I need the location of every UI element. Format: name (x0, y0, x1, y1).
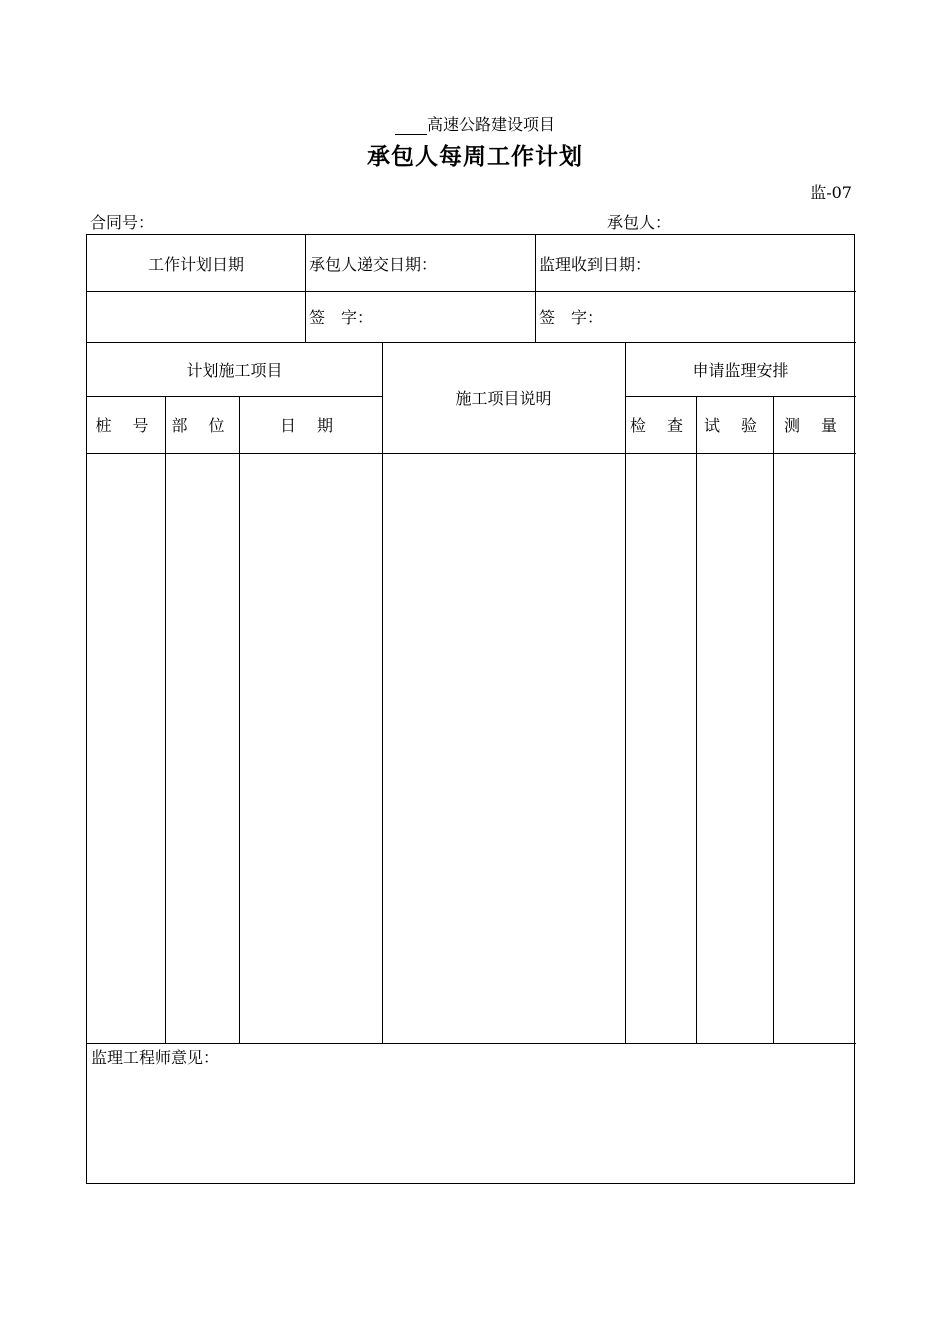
col-survey-header: 测 量 (783, 416, 846, 435)
engineer-opinion-area[interactable] (87, 1043, 856, 1183)
contractor-signature-field[interactable]: 签 字： (309, 308, 374, 327)
station-input-area[interactable] (87, 453, 165, 1043)
form-code: 监-07 (810, 183, 852, 202)
location-input-area[interactable] (165, 453, 239, 1043)
contract-number-label: 合同号： (90, 213, 155, 232)
request-supervision-header: 申请监理安排 (692, 360, 789, 380)
test-input-area[interactable] (696, 453, 773, 1043)
col-date-header: 日 期 (279, 416, 342, 435)
contractor-label: 承包人： (607, 213, 672, 232)
col-station-header: 桩 号 (95, 416, 157, 435)
page-title: 承包人每周工作计划 (367, 143, 583, 170)
col-test-header: 试 验 (703, 416, 766, 435)
planned-items-header: 计划施工项目 (186, 360, 283, 380)
weekly-plan-table (86, 234, 855, 1184)
project-name-suffix: 高速公路建设项目 (426, 115, 555, 134)
project-subtitle (0, 112, 950, 135)
description-input-area[interactable] (382, 453, 625, 1043)
col-location-header: 部 位 (171, 416, 233, 435)
description-header: 施工项目说明 (455, 389, 552, 408)
engineer-opinion-label: 监理工程师意见： (91, 1048, 220, 1067)
submit-date-field[interactable]: 承包人递交日期： (309, 254, 438, 274)
date-input-area[interactable] (239, 453, 382, 1043)
plan-date-field[interactable] (87, 291, 305, 342)
inspect-input-area[interactable] (625, 453, 696, 1043)
receive-date-field[interactable]: 监理收到日期： (539, 254, 652, 274)
plan-date-label: 工作计划日期 (147, 254, 244, 274)
supervisor-signature-field[interactable]: 签 字： (539, 308, 604, 327)
survey-input-area[interactable] (773, 453, 856, 1043)
project-name-blank[interactable] (395, 115, 427, 135)
col-inspect-header: 检 查 (629, 416, 692, 435)
